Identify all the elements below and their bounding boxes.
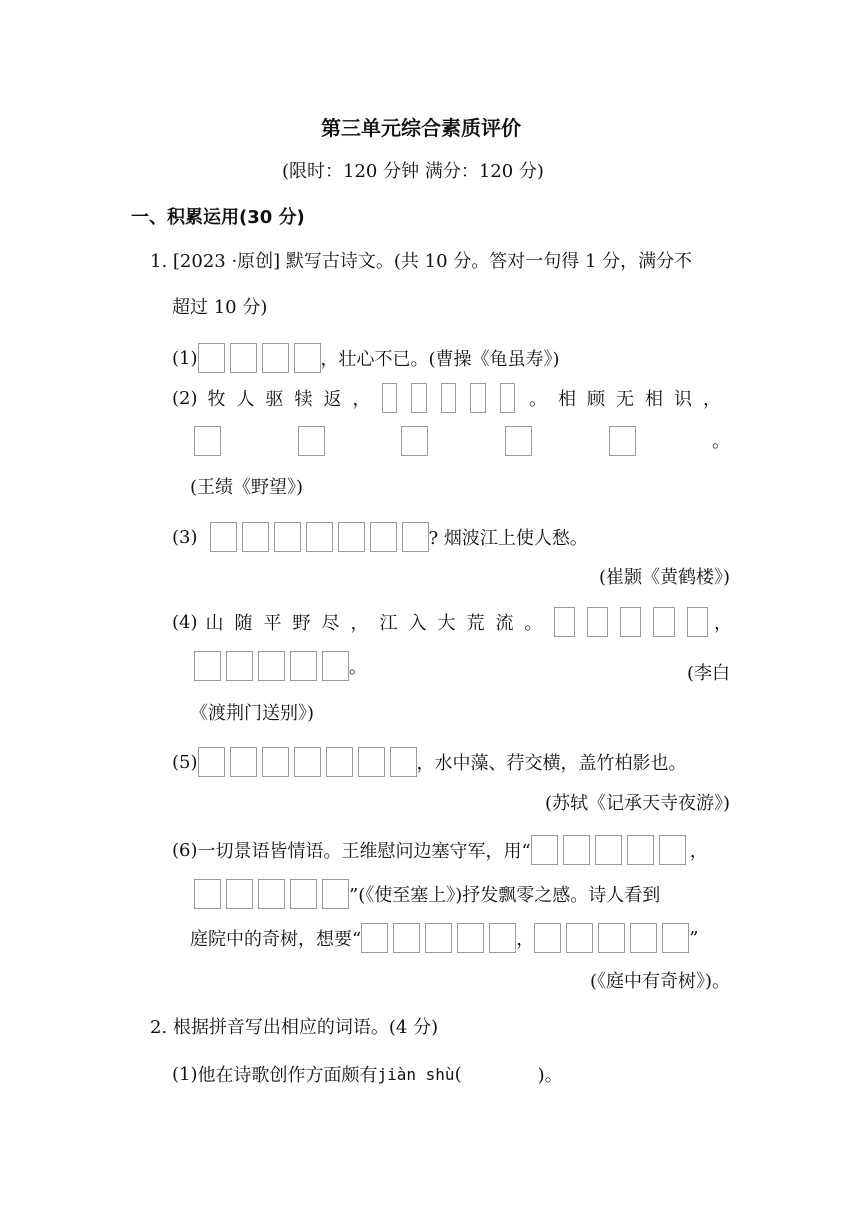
answer-box[interactable]	[230, 343, 257, 373]
answer-box[interactable]	[563, 835, 590, 865]
q1-part1	[172, 342, 560, 374]
part-number: (3)	[172, 526, 198, 548]
answer-box[interactable]	[470, 383, 486, 413]
line-text: ”	[689, 927, 699, 949]
line-text: (	[454, 1063, 462, 1085]
q1-part6-line1	[172, 834, 732, 866]
line-text: 一切景语皆情语。王维慰问边塞守军，用“	[197, 841, 531, 862]
line-text: 他在诗歌创作方面颇有	[197, 1065, 378, 1086]
line-text: ”(《使至塞上》)抒发飘零之感。诗人看到	[349, 885, 661, 906]
answer-box[interactable]	[411, 383, 427, 413]
q1-part6-line2	[194, 878, 660, 910]
answer-box[interactable]	[294, 747, 321, 777]
answer-box[interactable]	[326, 747, 353, 777]
answer-box[interactable]	[620, 607, 641, 637]
page-subtitle: (限时：120 分钟 满分：120 分)	[282, 161, 544, 182]
part-number: (4)	[172, 611, 198, 633]
part-number: (1)	[172, 1063, 198, 1085]
line-text: ? 烟波江上使人愁。	[428, 528, 588, 549]
source-citation: (《庭中有奇树》)。	[589, 971, 730, 992]
answer-box[interactable]	[505, 426, 532, 456]
answer-box[interactable]	[627, 835, 654, 865]
answer-box[interactable]	[370, 522, 397, 552]
answer-box[interactable]	[262, 747, 289, 777]
answer-box[interactable]	[489, 923, 516, 953]
answer-box[interactable]	[194, 651, 221, 681]
question-2-heading: 2. 根据拼音写出相应的词语。(4 分)	[150, 1017, 439, 1038]
line-text: ，	[516, 929, 535, 950]
answer-box[interactable]	[687, 607, 708, 637]
answer-box[interactable]	[595, 835, 622, 865]
answer-box[interactable]	[226, 879, 253, 909]
line-text: 山随平野尽，江入大荒流。	[205, 613, 554, 634]
part-number: (1)	[172, 347, 198, 369]
answer-box[interactable]	[198, 343, 225, 373]
answer-box[interactable]	[258, 879, 285, 909]
answer-box[interactable]	[338, 522, 365, 552]
source-citation: (崔颢《黄鹤楼》)	[598, 567, 730, 588]
answer-box[interactable]	[659, 835, 686, 865]
answer-box[interactable]	[294, 343, 321, 373]
q1-part5	[172, 746, 687, 778]
line-text: 。相顾无相识，	[529, 389, 732, 410]
answer-box[interactable]	[630, 923, 657, 953]
answer-box[interactable]	[401, 426, 428, 456]
q1-part2-line1	[172, 382, 732, 414]
line-text: 牧人驱犊返，	[207, 389, 382, 410]
line-text: 。	[349, 657, 367, 678]
answer-box[interactable]	[500, 383, 516, 413]
answer-box[interactable]	[587, 607, 608, 637]
answer-box[interactable]	[306, 522, 333, 552]
part-number: (5)	[172, 751, 198, 773]
source-citation: (苏轼《记承天寺夜游》)	[544, 793, 730, 814]
line-text: 。	[712, 431, 730, 452]
answer-box[interactable]	[531, 835, 558, 865]
answer-box[interactable]	[566, 923, 593, 953]
answer-box[interactable]	[274, 522, 301, 552]
source-citation: (王绩《野望》)	[190, 477, 304, 498]
answer-box[interactable]	[361, 923, 388, 953]
page-title: 第三单元综合素质评价	[321, 116, 521, 140]
answer-box[interactable]	[358, 747, 385, 777]
answer-box[interactable]	[322, 651, 349, 681]
line-text: ，水中藻、荇交横，盖竹柏影也。	[416, 753, 687, 774]
answer-box[interactable]	[598, 923, 625, 953]
answer-box[interactable]	[210, 522, 237, 552]
question-1-line2: 超过 10 分)	[172, 297, 268, 318]
answer-box[interactable]	[390, 747, 417, 777]
answer-box[interactable]	[226, 651, 253, 681]
answer-box[interactable]	[554, 607, 575, 637]
pinyin-text: jiàn shù	[377, 1064, 455, 1084]
answer-box[interactable]	[198, 747, 225, 777]
answer-box[interactable]	[441, 383, 457, 413]
q1-part3	[172, 521, 588, 553]
section-heading: 一、积累运用(30 分)	[131, 207, 305, 228]
answer-box[interactable]	[262, 343, 289, 373]
answer-box[interactable]	[425, 923, 452, 953]
answer-box[interactable]	[662, 923, 689, 953]
line-text: )。	[537, 1065, 563, 1086]
q1-part4-line2	[194, 650, 367, 682]
line-text: ，	[689, 841, 708, 862]
q2-part1	[172, 1058, 563, 1090]
part-number: (6)	[172, 839, 198, 861]
answer-box[interactable]	[322, 879, 349, 909]
line-text: 庭院中的奇树，想要“	[190, 929, 362, 950]
q1-part4-line1	[172, 606, 732, 638]
answer-box[interactable]	[290, 879, 317, 909]
source-citation: (李白	[686, 663, 730, 684]
answer-box[interactable]	[298, 426, 325, 456]
answer-box[interactable]	[653, 607, 674, 637]
answer-box[interactable]	[393, 923, 420, 953]
answer-box[interactable]	[402, 522, 429, 552]
question-1-line1: 1. [2023 ·原创] 默写古诗文。(共 10 分。答对一句得 1 分，满分不	[150, 251, 693, 272]
answer-box[interactable]	[230, 747, 257, 777]
answer-box[interactable]	[609, 426, 636, 456]
answer-box[interactable]	[242, 522, 269, 552]
q1-part6-line3	[190, 922, 698, 954]
answer-box[interactable]	[258, 651, 285, 681]
answer-box[interactable]	[194, 426, 221, 456]
line-text: ，壮心不已。(曹操《龟虽寿》)	[320, 349, 560, 370]
answer-box[interactable]	[534, 923, 561, 953]
answer-box[interactable]	[194, 879, 221, 909]
part-number: (2)	[172, 387, 198, 409]
source-citation: 《渡荆门送别》)	[190, 703, 315, 724]
answer-box[interactable]	[457, 923, 484, 953]
answer-box[interactable]	[382, 383, 398, 413]
line-text: ，	[713, 613, 732, 634]
answer-box[interactable]	[290, 651, 317, 681]
